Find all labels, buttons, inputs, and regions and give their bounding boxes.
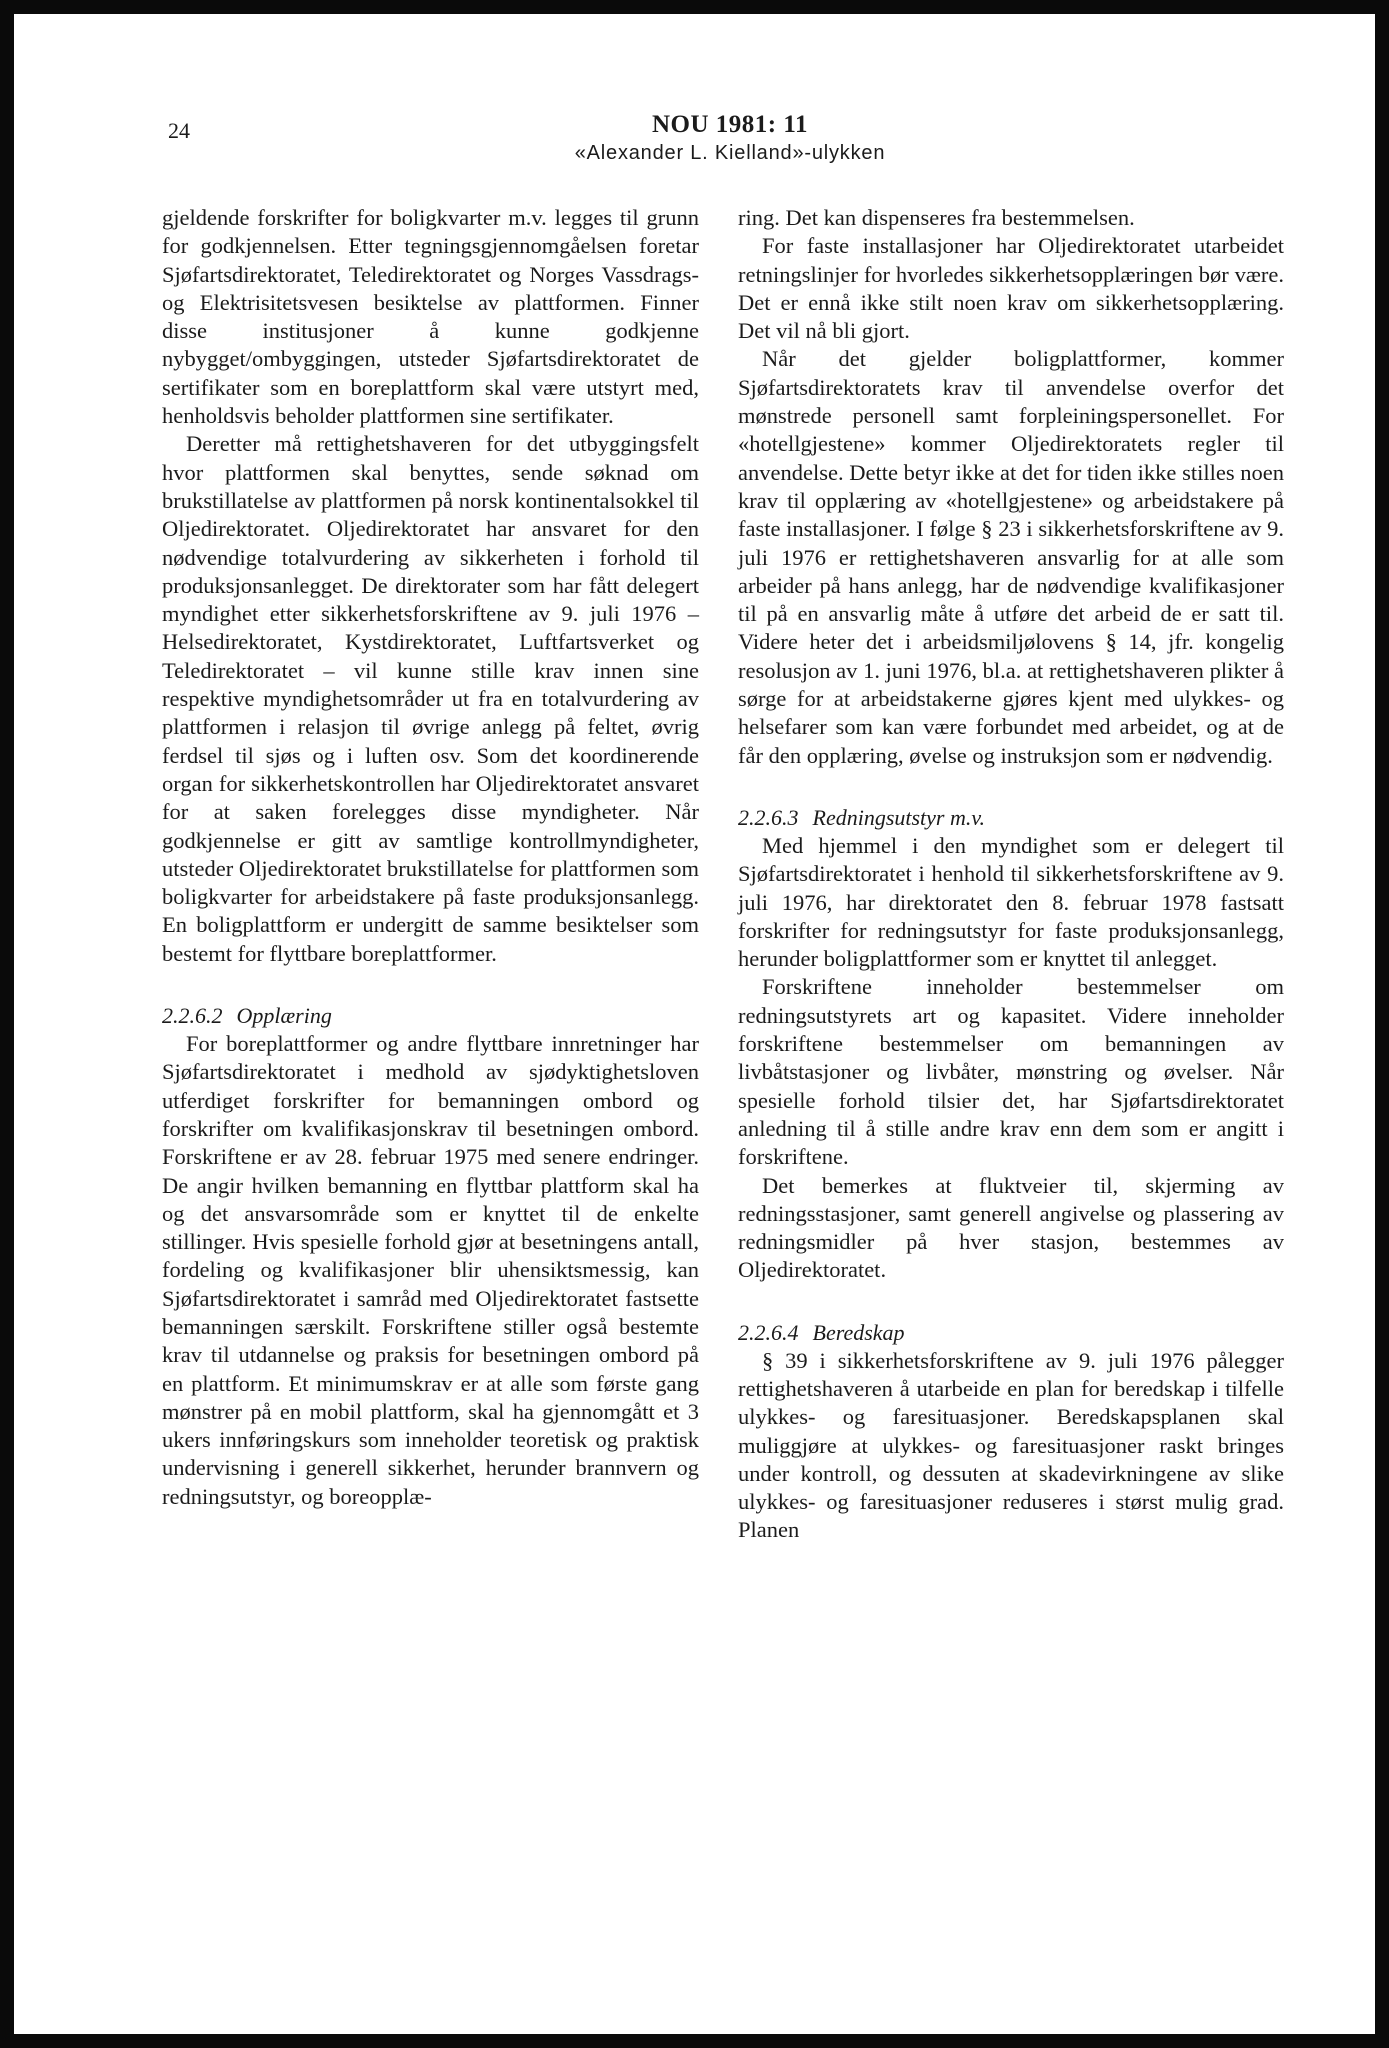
section-title: Redningsutstyr m.v.: [812, 804, 986, 830]
paragraph: For faste installasjoner har Oljedirektoratet utarbeidet retningslinjer for hvorledes sikkerhetsopplæringen bør være. Det er ennå ikke stilt noen krav om sikkerhetsopplæring. Det vil nå bli gjort.: [738, 233, 1284, 344]
paragraph: Med hjemmel i den myndighet som er delegert til Sjøfartsdirektoratet i henhold til sikkerhetsforskriftene av 9. juli 1976, har direktoratet den 8. februar 1978 fastsatt forskrifter for redningsutstyr for faste produksjonsanlegg, herunder boligplattformer som er knyttet til anlegget.: [738, 832, 1284, 972]
paragraph: § 39 i sikkerhetsforskriftene av 9. juli 1976 pålegger rettighetshaveren å utarbeide en plan for beredskap i tilfelle ulykkes- og faresituasjoner. Beredskapsplanen skal muliggjøre at ulykkes- og faresituasjoner raskt bringes under kontroll, og dessuten at skadevirkningene av slike ulykkes- og faresituasjoner reduseres i størst mulig grad. Planen: [738, 1347, 1284, 1543]
section-title: Opplæring: [236, 1003, 332, 1029]
page-header: [520, 110, 940, 166]
report-id: NOU 1981: 11: [652, 111, 808, 138]
paragraph: ring. Det kan dispenseres fra bestemmelsen.: [738, 205, 1135, 230]
paragraph: gjeldende forskrifter for boligkvarter m.v. legges til grunn for godkjennelsen. Etter tegningsgjennomgåelsen foretar Sjøfartsdirektoratet, Teledirektoratet og Norges Vassdrags- og Elektrisitetsvesen besiktelse av plattformen. Finner disse institusjoner å kunne godkjenne nybygget/ombyggingen, utsteder Sjøfartsdirektoratet de sertifikater som en boreplattform skal være utstyrt med, henholdsvis beholder plattformen sine sertifikater.: [162, 205, 699, 429]
section-heading: [162, 1002, 699, 1030]
section-title: Beredskap: [812, 1319, 905, 1345]
report-subtitle: «Alexander L. Kielland»-ulykken: [574, 142, 886, 164]
page-number: 24: [168, 118, 190, 143]
paragraph: Når det gjelder boligplattformer, kommer Sjøfartsdirektoratets krav til anvendelse overfor det mønstrede personell samt forpleiningspersonellet. For «hotellgjestene» kommer Oljedirektoratets regler til anvendelse. Dette betyr ikke at det for tiden ikke stilles noen krav til opplæring av «hotellgjestene» og arbeidstakere på faste installasjoner. I følge § 23 i sikkerhetsforskriftene av 9. juli 1976 er rettighetshaveren ansvarlig for at alle som arbeider på hans anlegg, har de nødvendige kvalifikasjoner til på en ansvarlig måte å utføre det arbeid de er satt til. Videre heter det i arbeidsmiljølovens § 14, jfr. kongelig resolusjon av 1. juni 1976, bl.a. at rettighetshaveren plikter å sørge for at arbeidstakerne gjøres kjent med ulykkes- og helsefarer som kan være forbundet med arbeidet, og at de får den opplæring, øvelse og instruksjon som er nødvendig.: [738, 346, 1284, 768]
section-number: 2.2.6.4: [738, 1319, 799, 1345]
left-column: [162, 204, 699, 1511]
paragraph: Det bemerkes at fluktveier til, skjerming av redningsstasjoner, samt generell angivelse og plassering av redningsmidler på hver stasjon, bestemmes av Oljedirektoratet.: [738, 1172, 1284, 1283]
paragraph: Forskriftene inneholder bestemmelser om redningsutstyrets art og kapasitet. Videre inneholder forskriftene bestemmelser om bemanningen av livbåtstasjoner og livbåter, mønstring og øvelser. Når spesielle forhold tilsier det, har Sjøfartsdirektoratet anledning til å stille andre krav enn dem som er angitt i forskriftene.: [738, 974, 1284, 1170]
section-number: 2.2.6.2: [162, 1003, 223, 1029]
section-number: 2.2.6.3: [738, 804, 799, 830]
section-heading: [738, 804, 1284, 832]
section-heading: [738, 1319, 1284, 1347]
right-column: [738, 204, 1284, 1545]
paragraph: For boreplattformer og andre flyttbare innretninger har Sjøfartsdirektoratet i medhold av sjødyktighetsloven utferdiget forskrifter for bemanningen ombord og forskrifter om kvalifikasjonskrav til besetningen ombord. Forskriftene er av 28. februar 1975 med senere endringer. De angir hvilken bemanning en flyttbar plattform skal ha og det ansvarsområde som er knyttet til de enkelte stillinger. Hvis spesielle forhold gjør at besetningens antall, fordeling og kvalifikasjoner blir uhensiktsmessig, kan Sjøfartsdirektoratet i samråd med Oljedirektoratet fastsette bemanningen særskilt. Forskriftene stiller også bestemte krav til utdannelse og praksis for besetningen ombord på en plattform. Et minimumskrav er at alle som første gang mønstrer på en mobil plattform, skal ha gjennomgått et 3 ukers innføringskurs som inneholder teoretisk og praktisk undervisning i generell sikkerhet, herunder brannvern og redningsutstyr, og boreopplæ-: [162, 1031, 699, 1509]
paragraph: Deretter må rettighetshaveren for det utbyggingsfelt hvor plattformen skal benyttes, sende søknad om brukstillatelse av plattformen på norsk kontinentalsokkel til Oljedirektoratet. Oljedirektoratet har ansvaret for den nødvendige totalvurdering av sikkerheten i forhold til produksjonsanlegget. De direktorater som har fått delegert myndighet etter sikkerhetsforskriftene av 9. juli 1976 – Helsedirektoratet, Kystdirektoratet, Luftfartsverket og Teledirektoratet – vil kunne stille krav innen sine respektive myndighetsområder ut fra en totalvurdering av plattformen i relasjon til øvrige anlegg på feltet, øvrig ferdsel til sjøs og i luften osv. Som det koordinerende organ for sikkerhetskontrollen har Oljedirektoratet ansvaret for at saken forelegges disse myndigheter. Når godkjennelse er gitt av samtlige kontrollmyndigheter, utsteder Oljedirektoratet brukstillatelse for plattformen som boligkvarter for arbeidstakere på faste produksjonsanlegg. En boligplattform er undergitt de samme besiktelser som bestemt for flyttbare boreplattformer.: [162, 431, 699, 966]
